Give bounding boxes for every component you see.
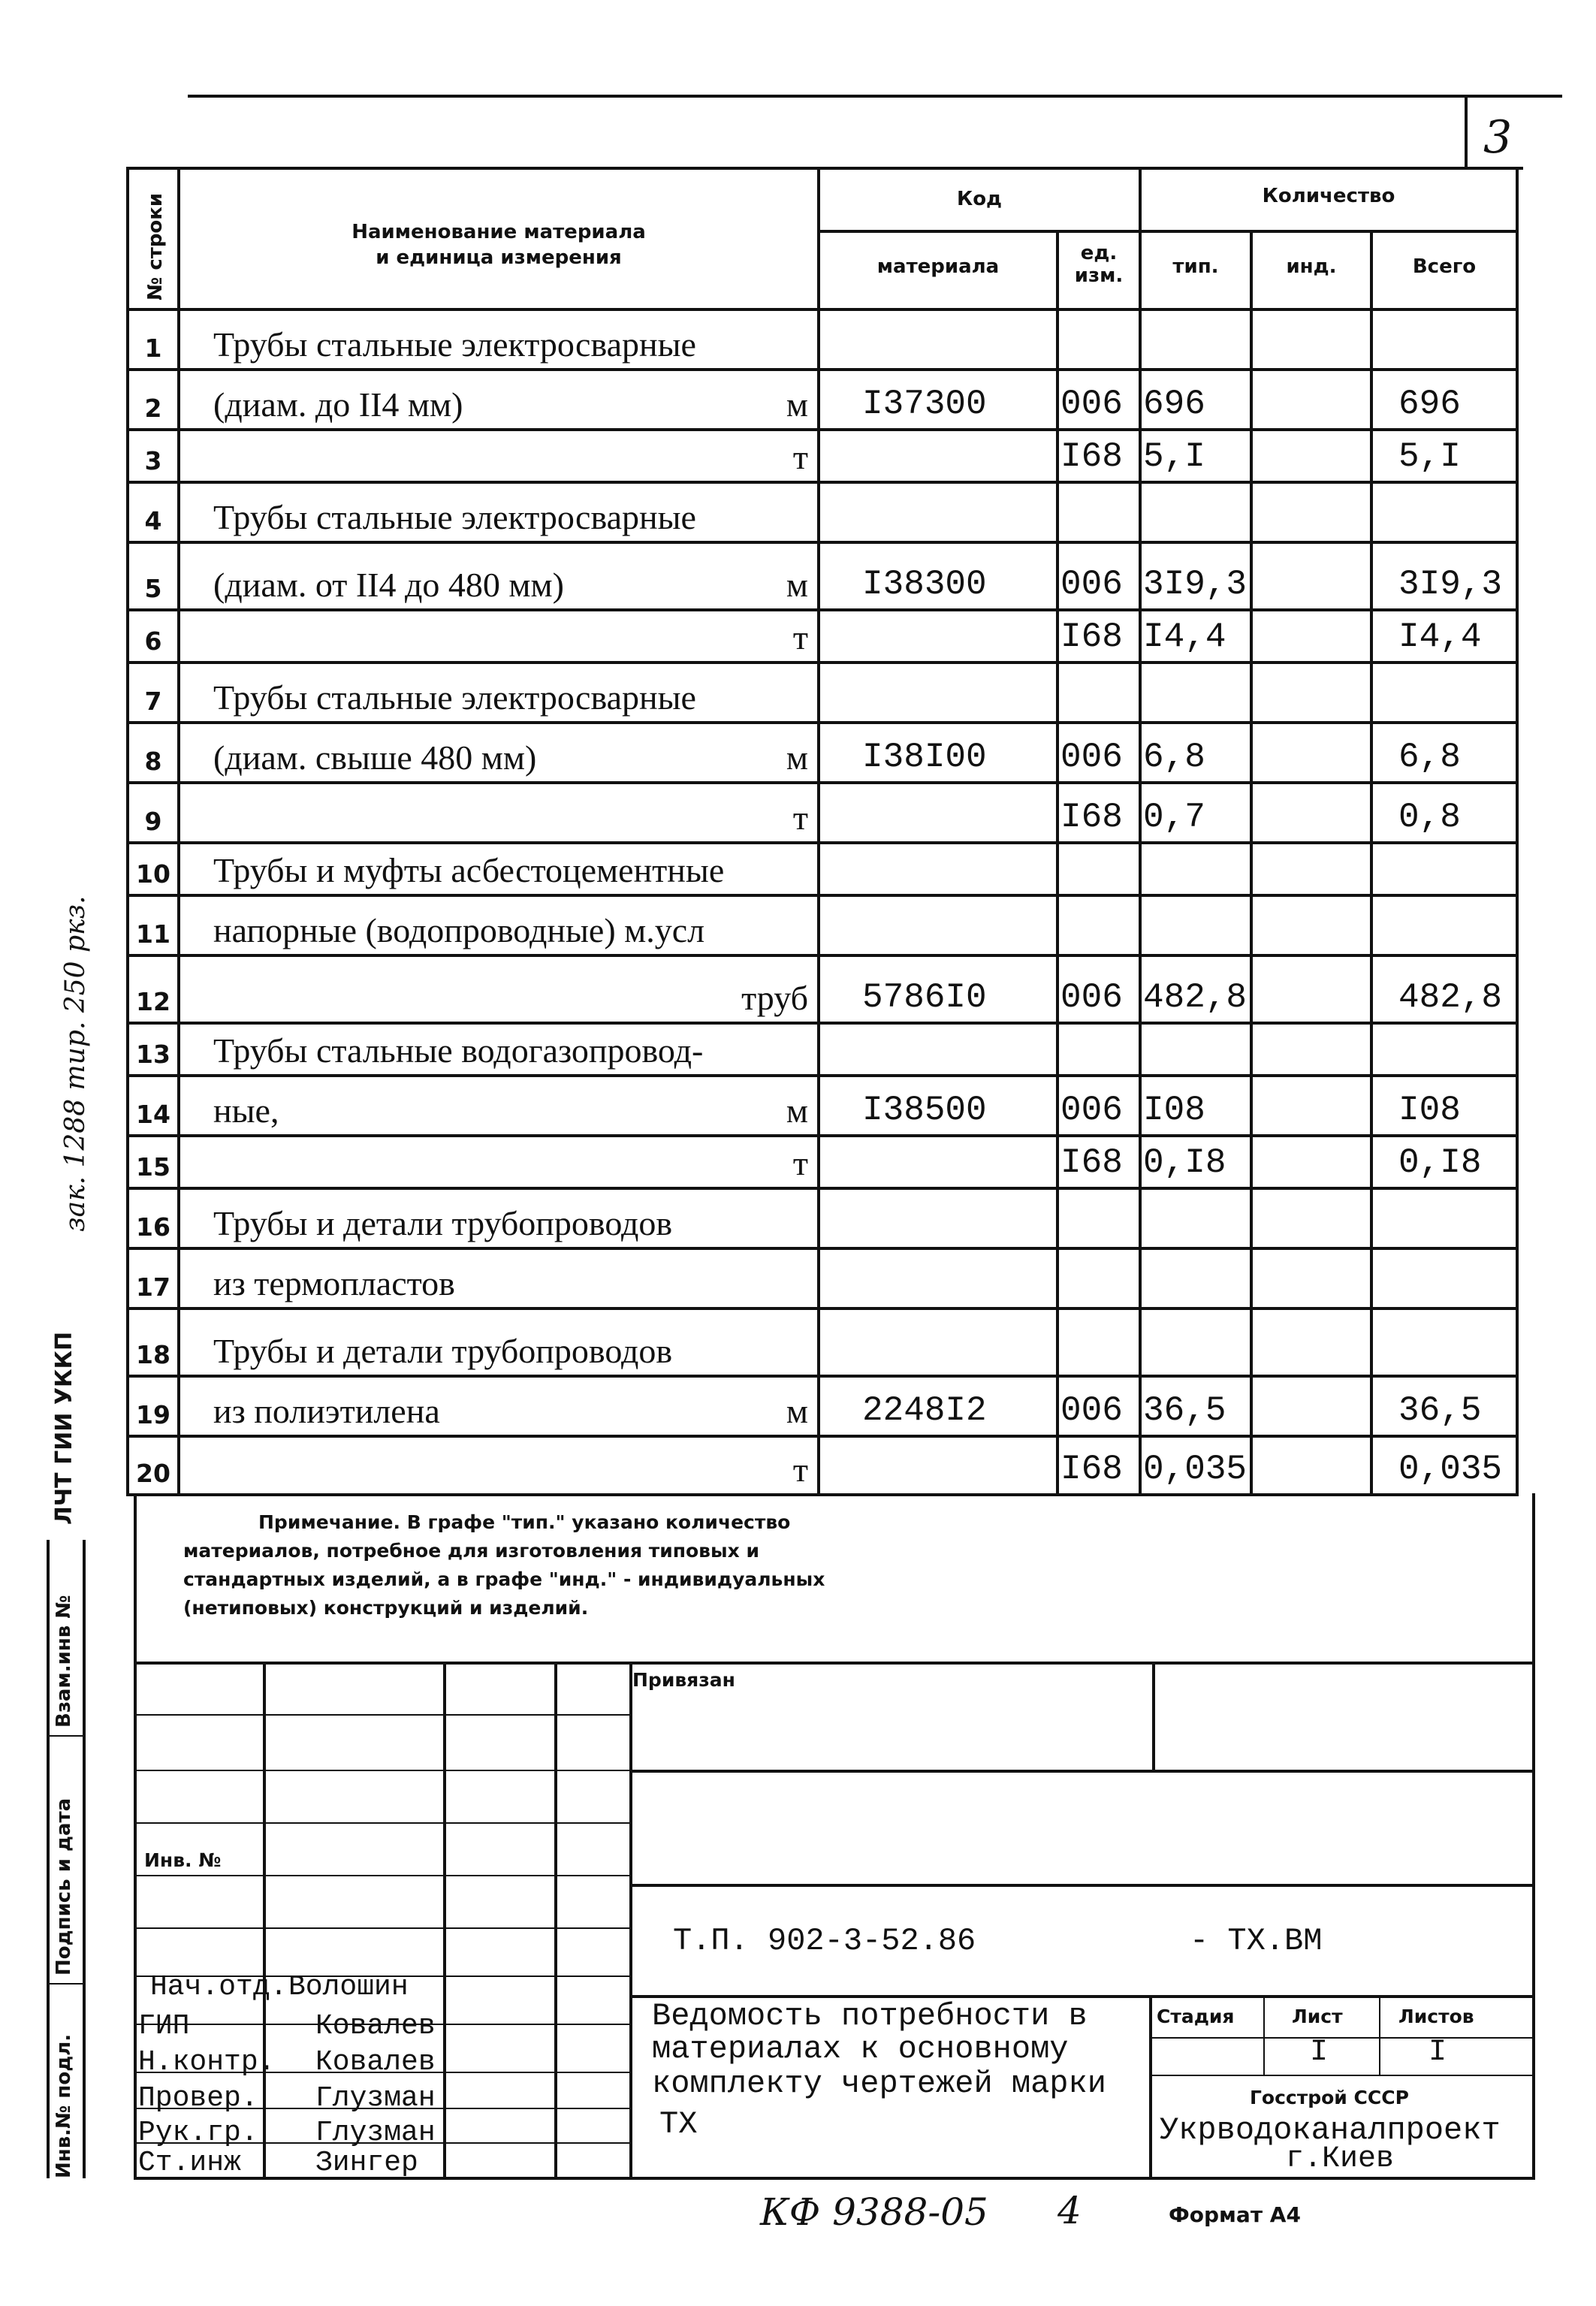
- stamp-col-3: [554, 1662, 557, 2178]
- unit-code: 006: [1060, 738, 1123, 777]
- stamp-org-line-3: г.Киев: [1286, 2142, 1395, 2176]
- row-number: 3: [144, 446, 162, 475]
- material-code: 5786I0: [862, 978, 987, 1017]
- signer-role: Ст.инж: [138, 2147, 241, 2179]
- side-inv-podl: Инв.№ подл.: [53, 2033, 75, 2178]
- side-strip-right-line: [83, 1540, 86, 2178]
- unit-code: I68: [1060, 1143, 1123, 1182]
- page-number-box-left: [1465, 95, 1468, 170]
- material-unit: м: [786, 1091, 808, 1130]
- material-name: (диам. свыше 480 мм): [213, 738, 537, 777]
- header-row-number: № строки: [144, 192, 167, 300]
- row-number: 5: [144, 574, 162, 603]
- stamp-top-line: [134, 1662, 1535, 1665]
- signer-name: Волошин: [288, 1971, 409, 2003]
- material-unit: т: [792, 438, 808, 476]
- footer-format: Формат А4: [1169, 2202, 1301, 2227]
- stamp-title-line-3: комплекту чертежей марки: [652, 2066, 1106, 2102]
- row-number: 12: [136, 987, 170, 1016]
- stamp-privyazan-split: [1152, 1662, 1155, 1773]
- signer-name: Глузман: [315, 2082, 436, 2114]
- side-strip-div-2: [47, 1983, 84, 1985]
- signer-role: Провер.: [138, 2082, 258, 2114]
- qty-total: I4,4: [1398, 617, 1482, 656]
- row-number: 16: [136, 1212, 170, 1242]
- qty-typical: 36,5: [1143, 1391, 1226, 1430]
- row-divider: [126, 1187, 1519, 1190]
- signer-role: ГИП: [138, 2010, 190, 2042]
- qty-typical: 6,8: [1143, 738, 1205, 777]
- signer-role: Нач.отд.: [150, 1971, 288, 2003]
- footer-handwritten-code: КФ 9388-05: [760, 2190, 988, 2234]
- stamp-stage-col-2: [1379, 1995, 1380, 2076]
- material-code: I38I00: [862, 738, 987, 777]
- unit-code: 006: [1060, 385, 1123, 424]
- row-number: 10: [136, 859, 170, 889]
- material-unit: м: [786, 738, 808, 777]
- unit-code: 006: [1060, 1091, 1123, 1130]
- side-vzam-inv: Взам.инв №: [53, 1595, 75, 1728]
- material-unit: м: [786, 566, 808, 604]
- material-name: напорные (водопроводные) м.усл: [213, 911, 705, 949]
- row-number: 6: [144, 626, 162, 656]
- row-number: 1: [144, 334, 162, 363]
- side-podpis-data: Подпись и дата: [53, 1797, 75, 1975]
- typ-col-line: [1139, 167, 1142, 1496]
- row-divider: [126, 541, 1519, 544]
- qty-total: 0,I8: [1398, 1143, 1482, 1182]
- material-unit: т: [792, 1144, 808, 1182]
- qty-typical: I4,4: [1143, 617, 1226, 656]
- qty-total: I08: [1398, 1091, 1461, 1130]
- unit-code: 006: [1060, 565, 1123, 604]
- row-number: 8: [144, 747, 162, 776]
- note-line-4: (нетиповых) конструкций и изделий.: [183, 1597, 589, 1619]
- unit-code: 006: [1060, 1391, 1123, 1430]
- table-right-line: [1516, 167, 1519, 1496]
- material-name: Трубы и детали трубопроводов: [213, 1332, 673, 1370]
- stamp-stage-label: Стадия: [1157, 2006, 1235, 2027]
- row-divider: [126, 1074, 1519, 1077]
- material-name: Трубы стальные электросварные: [213, 678, 696, 717]
- material-name: ные,: [213, 1091, 279, 1130]
- material-name: (диам. от II4 до 480 мм): [213, 566, 564, 604]
- header-code-unit: ед. изм.: [1074, 242, 1124, 287]
- row-number: 7: [144, 687, 162, 716]
- qty-typical: 5,I: [1143, 437, 1205, 476]
- stamp-title-split: [1149, 1995, 1152, 2178]
- material-unit: т: [792, 798, 808, 837]
- qty-total: 0,035: [1398, 1450, 1503, 1489]
- material-name: Трубы стальные электросварные: [213, 325, 696, 364]
- row-divider: [126, 781, 1519, 784]
- row-divider: [126, 1022, 1519, 1025]
- side-strip-left-line: [47, 1540, 50, 2178]
- row-number: 14: [136, 1100, 170, 1129]
- stamp-title-line-4: ТХ: [659, 2106, 698, 2142]
- stamp-sheets-value: I: [1429, 2036, 1447, 2069]
- stamp-stage-col-1: [1263, 1995, 1265, 2076]
- header-code-material: материала: [876, 255, 1000, 278]
- row-divider: [126, 841, 1519, 844]
- stamp-org-line-1: Госстрой СССР: [1250, 2087, 1409, 2108]
- stamp-sheet-value: I: [1310, 2036, 1329, 2069]
- qty-typical: I08: [1143, 1091, 1205, 1130]
- row-number: 11: [136, 919, 170, 949]
- material-unit: т: [792, 618, 808, 656]
- row-divider: [126, 661, 1519, 664]
- material-name: из термопластов: [213, 1264, 455, 1302]
- unit-code: 006: [1060, 978, 1123, 1017]
- material-code: I37300: [862, 385, 987, 424]
- stamp-col-2: [443, 1662, 446, 2178]
- unit-code: I68: [1060, 437, 1123, 476]
- header-quantity: Количество: [1262, 185, 1395, 207]
- header-code: Код: [956, 188, 1003, 210]
- row-divider: [126, 428, 1519, 431]
- stamp-doc-code: Т.П. 902-3-52.86: [673, 1923, 976, 1959]
- row-divider: [126, 721, 1519, 724]
- note-line-1: Примечание. В графе "тип." указано количество: [258, 1511, 791, 1533]
- unit-code: I68: [1060, 798, 1123, 837]
- material-code: 2248I2: [862, 1391, 987, 1430]
- side-archive-label: ЛЧТ ГИИ УККП: [51, 1331, 77, 1525]
- stamp-privyazan: Привязан: [632, 1669, 735, 1691]
- row-number: 19: [136, 1400, 170, 1429]
- qty-total: 5,I: [1398, 437, 1461, 476]
- signer-name: Ковалев: [315, 2046, 436, 2078]
- row-number: 2: [144, 394, 162, 423]
- row-number: 20: [136, 1459, 170, 1488]
- material-code: I38300: [862, 565, 987, 604]
- material-name: (диам. до II4 мм): [213, 385, 463, 424]
- row-divider: [126, 1435, 1519, 1438]
- stamp-stage-row-2: [1149, 2075, 1535, 2076]
- stamp-doc-suffix: - ТХ.ВМ: [1190, 1923, 1323, 1959]
- top-border-line: [188, 95, 1562, 98]
- qty-typical: 696: [1143, 385, 1205, 424]
- stamp-org-line-2: Укрводоканалпроект: [1160, 2112, 1501, 2148]
- header-qty-total: Всего: [1412, 255, 1477, 278]
- row-divider: [126, 1247, 1519, 1250]
- qty-total: 6,8: [1398, 738, 1461, 777]
- signer-role: Н.контр.: [138, 2046, 276, 2078]
- material-name: Трубы и детали трубопроводов: [213, 1204, 673, 1242]
- note-line-2: материалов, потребное для изготовления типовых и: [183, 1540, 759, 1562]
- qty-typical: 3I9,3: [1143, 565, 1248, 604]
- stamp-sheet-label: Лист: [1292, 2006, 1343, 2027]
- header-bottom-line: [126, 308, 1519, 311]
- header-mid-line: [817, 230, 1519, 233]
- table-top-line: [126, 167, 1523, 170]
- row-divider: [126, 954, 1519, 957]
- material-unit: труб: [741, 979, 808, 1017]
- page-number: 3: [1483, 111, 1513, 164]
- stamp-line-b: [629, 1884, 1535, 1887]
- signer-name: Зингер: [315, 2147, 418, 2179]
- row-number: 9: [144, 807, 162, 836]
- row-divider: [126, 894, 1519, 897]
- material-unit: м: [786, 385, 808, 424]
- unit-code: I68: [1060, 617, 1123, 656]
- row-number: 17: [136, 1272, 170, 1302]
- note-line-3: стандартных изделий, а в графе "инд." - индивидуальных: [183, 1568, 825, 1590]
- stamp-title-line-2: материалах к основному: [652, 2031, 1069, 2067]
- qty-typical: 482,8: [1143, 978, 1248, 1017]
- qty-total: 3I9,3: [1398, 565, 1503, 604]
- material-unit: м: [786, 1392, 808, 1430]
- stamp-stage-row-1: [1149, 2037, 1535, 2039]
- header-qty-ind: инд.: [1286, 255, 1337, 278]
- row-number: 13: [136, 1040, 170, 1069]
- header-qty-type: тип.: [1172, 255, 1219, 278]
- table-bottom-line: [126, 1493, 1519, 1496]
- row-divider: [126, 368, 1519, 371]
- row-divider: [126, 481, 1519, 484]
- stamp-col-4: [629, 1662, 632, 2178]
- side-strip-div-1: [47, 1735, 84, 1737]
- footer-handwritten-num: 4: [1057, 2189, 1082, 2232]
- signer-name: Глузман: [315, 2117, 436, 2149]
- material-name: Трубы стальные электросварные: [213, 498, 696, 536]
- qty-total: 0,8: [1398, 798, 1461, 837]
- row-number: 18: [136, 1340, 170, 1369]
- row-divider: [126, 1307, 1519, 1310]
- material-unit: т: [792, 1450, 808, 1489]
- row-number: 4: [144, 506, 162, 536]
- signer-role: Рук.гр.: [138, 2117, 258, 2149]
- stamp-col-1: [263, 1662, 266, 2178]
- stamp-title-line-1: Ведомость потребности в: [652, 1998, 1088, 2034]
- material-name: Трубы и муфты асбестоцементные: [213, 851, 725, 889]
- material-name: Трубы стальные водогазопровод-: [213, 1031, 704, 1070]
- stamp-sheets-label: Листов: [1398, 2006, 1474, 2027]
- qty-typical: 0,7: [1143, 798, 1205, 837]
- code-col-line: [817, 167, 820, 1496]
- stamp-line-a: [629, 1770, 1535, 1773]
- material-name: из полиэтилена: [213, 1392, 440, 1430]
- row-divider: [126, 1375, 1519, 1378]
- unit-code: I68: [1060, 1450, 1123, 1489]
- qty-total: 696: [1398, 385, 1461, 424]
- row-number: 15: [136, 1152, 170, 1182]
- header-material-name: Наименование материала и единица измерения: [351, 221, 646, 269]
- row-divider: [126, 1134, 1519, 1137]
- row-divider: [126, 608, 1519, 611]
- side-archive-handwritten: зак. 1288 тир. 250 ркз.: [60, 895, 91, 1232]
- stamp-inv-no: Инв. №: [144, 1849, 222, 1871]
- qty-total: 482,8: [1398, 978, 1503, 1017]
- note-left-line: [134, 1493, 137, 2178]
- material-code: I38500: [862, 1091, 987, 1130]
- qty-typical: 0,I8: [1143, 1143, 1226, 1182]
- qty-total: 36,5: [1398, 1391, 1482, 1430]
- signer-name: Ковалев: [315, 2010, 436, 2042]
- qty-typical: 0,035: [1143, 1450, 1248, 1489]
